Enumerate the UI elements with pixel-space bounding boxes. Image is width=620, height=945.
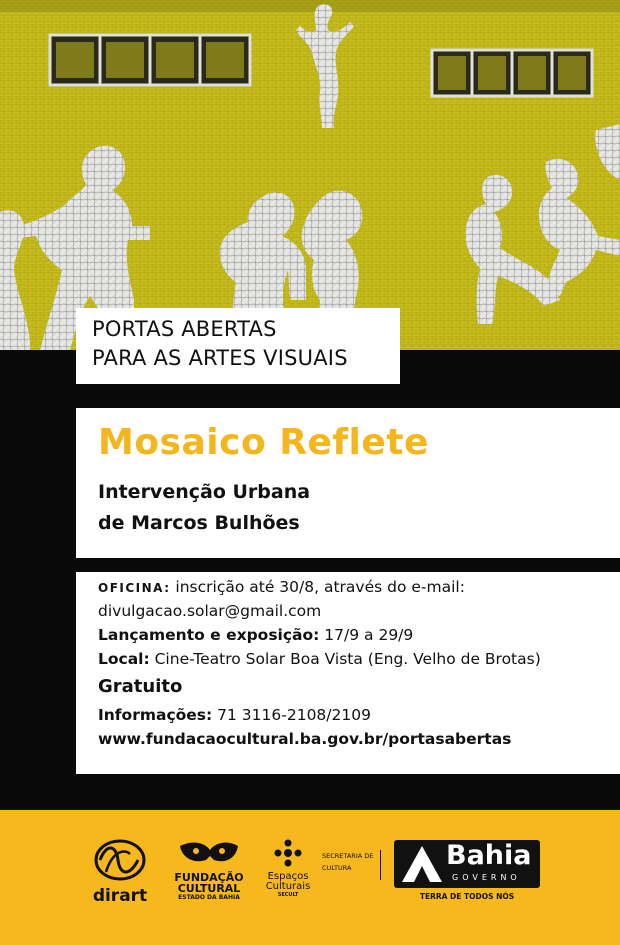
event-title-box bbox=[76, 408, 620, 558]
local-line bbox=[98, 650, 541, 668]
oficina-text: inscrição até 30/8, através do e-mail: bbox=[170, 578, 465, 596]
event-info-box bbox=[76, 572, 620, 774]
bahia-wordmark: Bahia bbox=[446, 840, 532, 871]
informacoes-line bbox=[98, 706, 371, 724]
local-text: Cine-Teatro Solar Boa Vista (Eng. Velho de Brotas) bbox=[149, 650, 541, 668]
price-label: Gratuito bbox=[98, 676, 183, 697]
oficina-line bbox=[98, 578, 465, 596]
tagline-box bbox=[76, 308, 400, 384]
lancamento-line bbox=[98, 626, 413, 644]
footer-divider bbox=[380, 850, 381, 880]
fundacao-mask-icon bbox=[174, 838, 244, 868]
local-label: Local: bbox=[98, 650, 150, 668]
informacoes-text: 71 3116-2108/2109 bbox=[212, 706, 371, 724]
event-subtitle-text: Intervenção Urbana bbox=[98, 481, 311, 503]
espacos-flower-icon bbox=[264, 838, 312, 868]
tagline-line-1: PORTAS ABERTAS bbox=[92, 317, 277, 341]
artist-name: Marcos Bulhões bbox=[131, 512, 300, 534]
fundacao-cultural-logo bbox=[174, 838, 244, 910]
oficina-label: OFICINA: bbox=[98, 581, 171, 595]
event-subtitle-prefix: de bbox=[98, 512, 132, 534]
governo-label: GOVERNO bbox=[452, 873, 521, 882]
event-subtitle-line-1 bbox=[98, 481, 310, 503]
website-url: www.fundacaocultural.ba.gov.br/portasabertas bbox=[98, 730, 512, 748]
secretaria-line-2: CULTURA bbox=[322, 864, 352, 872]
dirart-logo bbox=[90, 838, 150, 908]
event-title: Mosaico Reflete bbox=[98, 422, 429, 463]
secretaria-cultura-label bbox=[322, 852, 384, 882]
email-line bbox=[98, 602, 321, 620]
espacos-culturais-logo bbox=[264, 838, 312, 910]
fundacao-line-3: ESTADO DA BAHIA bbox=[178, 894, 240, 901]
lancamento-label: Lançamento e exposição: bbox=[98, 626, 320, 644]
sponsor-footer bbox=[0, 810, 620, 945]
espacos-line-3: SECULT bbox=[277, 892, 299, 898]
dirart-label: dirart bbox=[92, 886, 148, 906]
mosaic-wall-illustration bbox=[0, 0, 620, 350]
espacos-line-2: Culturais bbox=[265, 881, 311, 892]
informacoes-label: Informações: bbox=[98, 706, 213, 724]
contact-email: divulgacao.solar@gmail.com bbox=[98, 602, 322, 620]
tagline-line-2: PARA AS ARTES VISUAIS bbox=[92, 346, 348, 370]
mosaic-wall-photo bbox=[0, 0, 620, 350]
fundacao-line-1: FUNDAÇÃO bbox=[174, 871, 244, 884]
event-subtitle-line-2 bbox=[98, 512, 300, 534]
secretaria-line-1: SECRETARIA DE bbox=[322, 852, 374, 860]
lancamento-text: 17/9 a 29/9 bbox=[319, 626, 414, 644]
fundacao-line-2: CULTURAL bbox=[177, 882, 241, 895]
espacos-line-1: Espaços bbox=[267, 871, 309, 882]
dirart-swirl-icon bbox=[90, 838, 150, 884]
bahia-governo-logo bbox=[394, 840, 540, 914]
bahia-slogan: TERRA DE TODOS NÓS bbox=[419, 892, 515, 901]
bahia-triangle-icon bbox=[398, 842, 448, 888]
